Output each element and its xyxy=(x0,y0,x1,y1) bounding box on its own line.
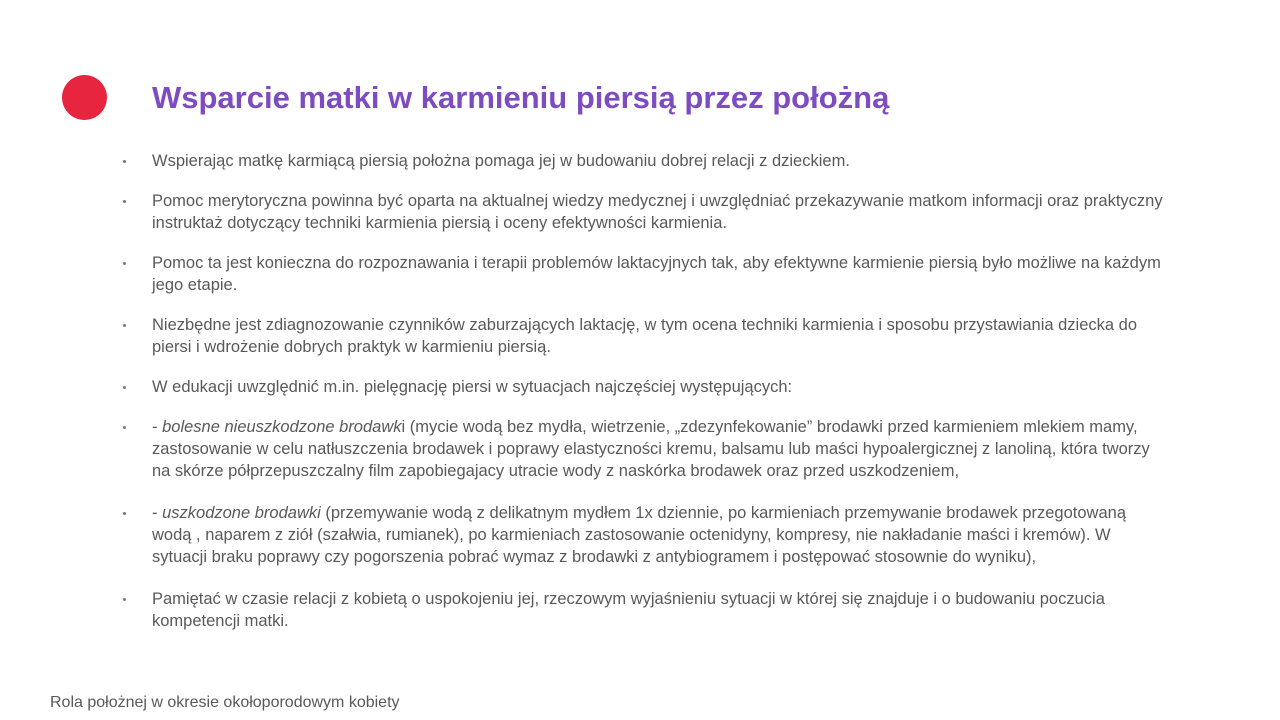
bullet-dot-icon xyxy=(123,426,126,429)
bullet-text: i (mycie wodą bez mydła, wietrzenie, „zdezynfekowanie” brodawki przed karmieniem mlekiem mamy, zastosowanie w celu natłuszczenia brodawek i poprawy elastyczności kremu, balsamu lub maści hypoalergicznej z lanoliną, która tworzy na skórze półprzepuszczalny film zapobiegajacy utracie wody z naskórka brodawek oraz przed uszkodzeniem, xyxy=(152,418,1150,480)
bullet-text: Niezbędne jest zdiagnozowanie czynników zaburzających laktację, w tym ocena techniki karmienia i sposobu przystawiania dziecka do piersi i wdrożenie dobrych praktyk w karmieniu piersią. xyxy=(152,316,1138,356)
bullet-prefix: - xyxy=(152,418,163,436)
bullet-emphasis: uszkodzone brodawki xyxy=(162,504,321,522)
bullet-dot-icon xyxy=(123,160,126,163)
bullet-emphasis: bolesne nieuszkodzone brodawk xyxy=(162,418,402,436)
slide-title: Wsparcie matki w karmieniu piersią przez położną xyxy=(152,80,890,115)
bullet-list xyxy=(120,150,1170,650)
bullet-text: W edukacji uwzględnić m.in. pielęgnację piersi w sytuacjach najczęściej występujących: xyxy=(152,378,793,396)
bullet-text: Wspierając matkę karmiącą piersią położna pomaga jej w budowaniu dobrej relacji z dzieckiem. xyxy=(152,152,850,170)
bullet-text: Pamiętać w czasie relacji z kobietą o uspokojeniu jej, rzeczowym wyjaśnieniu sytuacji w której się znajduje i o budowaniu poczucia kompetencji matki. xyxy=(152,590,1105,630)
bullet-item-7 xyxy=(120,502,1170,568)
footer-text: Rola położnej w okresie okołoporodowym kobiety xyxy=(50,694,400,711)
bullet-dot-icon xyxy=(123,512,126,515)
red-circle-marker xyxy=(62,75,107,120)
bullet-dot-icon xyxy=(123,200,126,203)
bullet-item-4 xyxy=(120,314,1170,358)
bullet-item-5 xyxy=(120,376,1170,398)
bullet-dot-icon xyxy=(123,262,126,265)
bullet-item-8 xyxy=(120,588,1170,632)
bullet-item-2 xyxy=(120,190,1170,234)
bullet-item-6 xyxy=(120,416,1170,482)
bullet-text: Pomoc ta jest konieczna do rozpoznawania i terapii problemów laktacyjnych tak, aby efektywne karmienie piersią było możliwe na każdym jego etapie. xyxy=(152,254,1161,294)
bullet-prefix: - xyxy=(152,504,163,522)
bullet-dot-icon xyxy=(123,598,126,601)
bullet-dot-icon xyxy=(123,386,126,389)
bullet-item-1 xyxy=(120,150,1170,172)
bullet-text: Pomoc merytoryczna powinna być oparta na aktualnej wiedzy medycznej i uwzględniać przekazywanie matkom informacji oraz praktyczny instruktaż dotyczący techniki karmienia piersią i oceny efektywności karmienia. xyxy=(152,192,1163,232)
bullet-dot-icon xyxy=(123,324,126,327)
bullet-text: (przemywanie wodą z delikatnym mydłem 1x dziennie, po karmieniach przemywanie brodawek przegotowaną wodą , naparem z ziół (szałwia, rumianek), po karmieniach zastosowanie octenidyny, kompresy, nie nakładanie maści i kremów). W sytuacji braku poprawy czy pogorszenia pobrać wymaz z brodawki z antybiogramem i postępować stosownie do wyniku), xyxy=(152,504,1126,566)
bullet-item-3 xyxy=(120,252,1170,296)
